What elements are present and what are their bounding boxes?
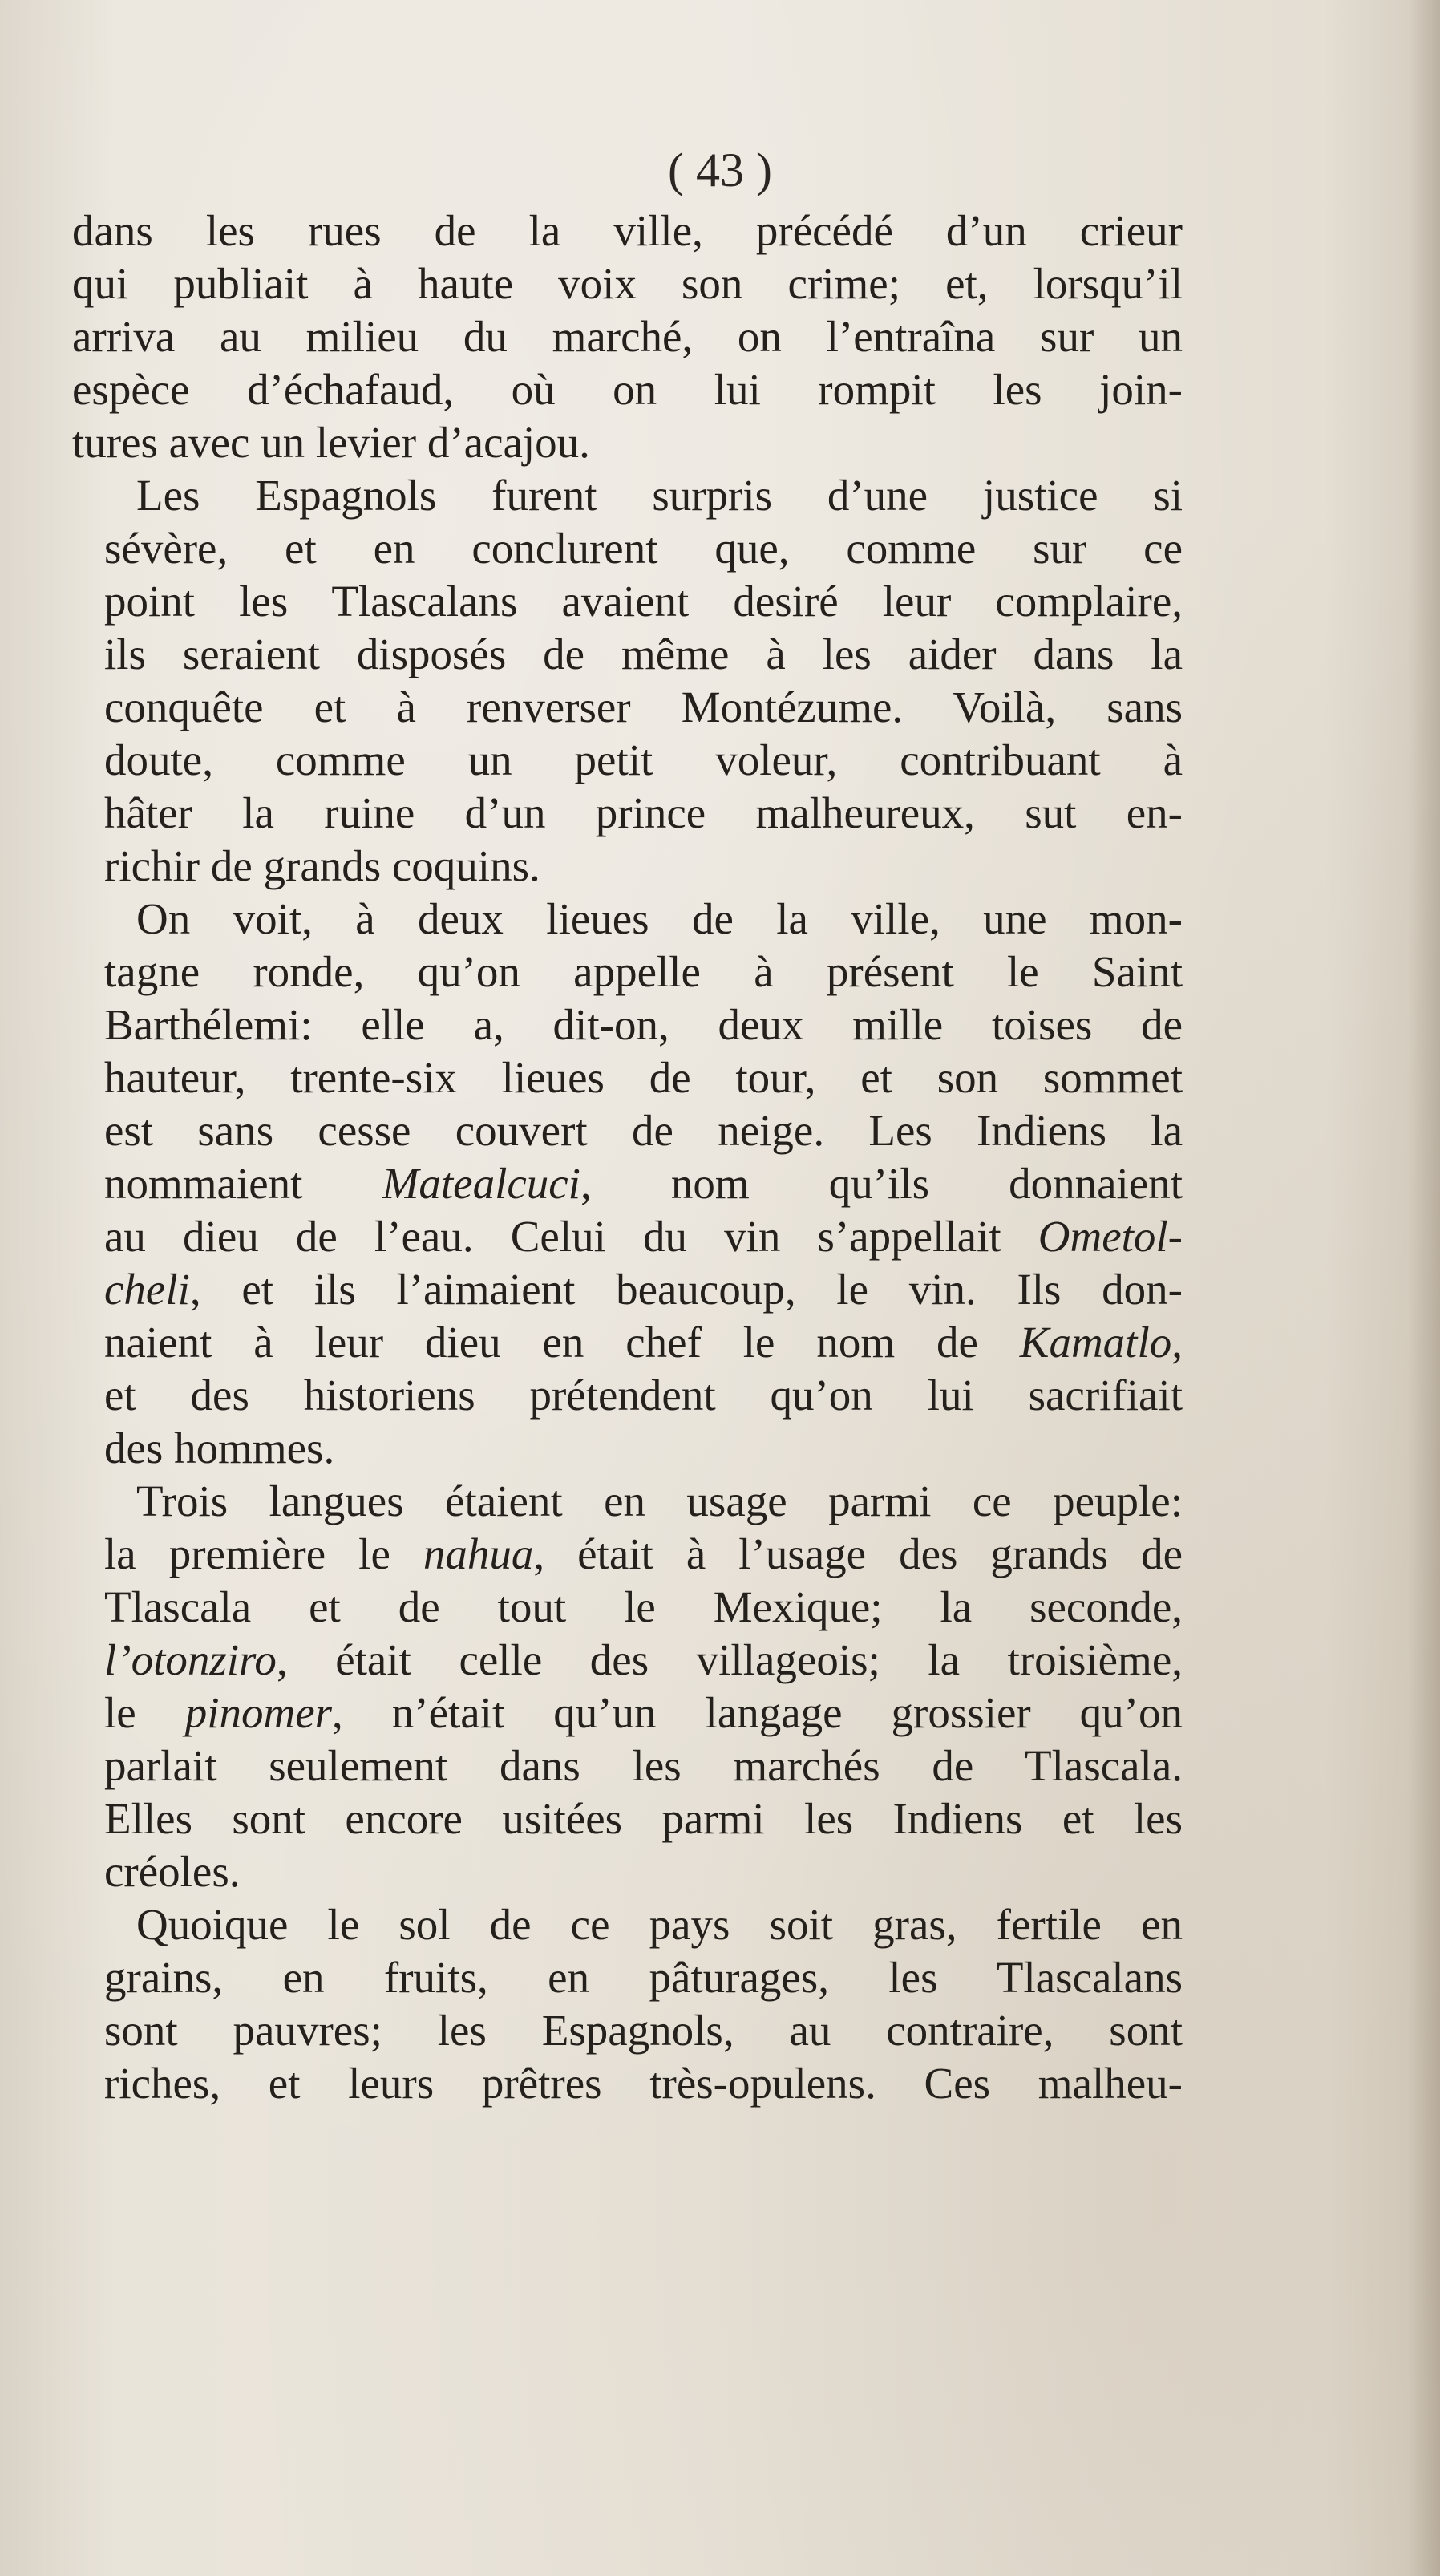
text-segment: tagne ronde, qu’on appelle à présent le Saint: [104, 947, 1183, 996]
italic-term: Kamatlo: [1019, 1318, 1172, 1367]
text-segment: , était à l’usage des grands de: [533, 1529, 1183, 1578]
text-segment: On voit, à deux lieues de la ville, une mon-: [136, 894, 1183, 943]
text-segment: dans les rues de la ville, précédé d’un crieur: [72, 206, 1183, 255]
text-line: [72, 1687, 1183, 1740]
text-line: [72, 840, 1183, 893]
text-line: [72, 1422, 1183, 1475]
text-segment: et des historiens prétendent qu’on lui sacrifiait: [104, 1371, 1183, 1420]
italic-term: pinomer: [184, 1688, 333, 1737]
text-line: [72, 1634, 1183, 1687]
text-segment: hâter la ruine d’un prince malheureux, sut en-: [104, 788, 1183, 837]
text-segment: point les Tlascalans avaient desiré leur complaire,: [104, 577, 1183, 626]
text-line: [72, 575, 1183, 628]
text-segment: Barthélemi: elle a, dit-on, deux mille toises de: [104, 1000, 1183, 1049]
text-line: [72, 1104, 1183, 1157]
paragraph: [72, 893, 1183, 1475]
text-line: [72, 257, 1183, 310]
text-line: [72, 787, 1183, 840]
text-line: [72, 522, 1183, 575]
text-segment: richir de grands coquins.: [104, 841, 540, 890]
text-segment: nommaient: [104, 1159, 382, 1208]
text-segment: grains, en fruits, en pâturages, les Tlascalans: [104, 1953, 1183, 2002]
text-segment: Elles sont encore usitées parmi les Indiens et les: [104, 1794, 1183, 1843]
text-line: [72, 1740, 1183, 1792]
text-line: [72, 681, 1183, 734]
text-segment: Tlascala et de tout le Mexique; la seconde,: [104, 1582, 1183, 1631]
text-line: [72, 1792, 1183, 1845]
text-segment: qui publiait à haute voix son crime; et, lorsqu’il: [72, 259, 1183, 308]
text-segment: des hommes.: [104, 1424, 335, 1472]
text-segment: doute, comme un petit voleur, contribuant à: [104, 735, 1183, 784]
text-segment: , et ils l’aimaient beaucoup, le vin. Ils don-: [189, 1265, 1183, 1314]
italic-term: nahua: [423, 1529, 534, 1578]
text-segment: ,: [1171, 1318, 1183, 1367]
text-segment: parlait seulement dans les marchés de Tlascala.: [104, 1741, 1183, 1790]
text-segment: créoles.: [104, 1847, 241, 1896]
text-line: [72, 1528, 1183, 1581]
text-line: [72, 1369, 1183, 1422]
text-line: [72, 2004, 1183, 2057]
text-segment: est sans cesse couvert de neige. Les Indiens la: [104, 1106, 1183, 1155]
text-line: [72, 1263, 1183, 1316]
text-line: [72, 1475, 1183, 1528]
text-segment: Les Espagnols furent surpris d’une justice si: [136, 471, 1183, 520]
text-line: [72, 363, 1183, 416]
text-line: [72, 998, 1183, 1051]
text-line: [72, 1951, 1183, 2004]
text-segment: la première le: [104, 1529, 423, 1578]
text-line: [72, 416, 1183, 469]
italic-term: l’otonziro: [104, 1635, 277, 1684]
text-segment: tures avec un levier d’acajou.: [72, 418, 590, 467]
text-segment: espèce d’échafaud, où on lui rompit les join-: [72, 365, 1183, 414]
text-segment: sont pauvres; les Espagnols, au contraire, sont: [104, 2006, 1183, 2055]
text-segment: Trois langues étaient en usage parmi ce peuple:: [136, 1476, 1183, 1525]
text-line: [72, 1581, 1183, 1634]
text-segment: , était celle des villageois; la troisième,: [276, 1635, 1183, 1684]
text-segment: au dieu de l’eau. Celui du vin s’appellait: [104, 1212, 1038, 1261]
text-line: [72, 1898, 1183, 1951]
page-number: ( 43 ): [668, 144, 772, 196]
text-line: [72, 946, 1183, 998]
text-line: [72, 628, 1183, 681]
text-line: [72, 205, 1183, 257]
text-line: [72, 1051, 1183, 1104]
text-line: [72, 1210, 1183, 1263]
text-line: [72, 2057, 1183, 2110]
text-segment: naient à leur dieu en chef le nom de: [104, 1318, 1020, 1367]
paragraph: [72, 469, 1183, 893]
text-line: [72, 1845, 1183, 1898]
italic-term: Matealcuci: [382, 1159, 580, 1208]
page-edge-shadow: [1408, 0, 1440, 2576]
text-segment: Quoique le sol de ce pays soit gras, fertile en: [136, 1900, 1183, 1949]
text-line: [72, 893, 1183, 946]
italic-term: cheli: [104, 1265, 190, 1314]
text-line: [72, 469, 1183, 522]
text-segment: arriva au milieu du marché, on l’entraîna sur un: [72, 312, 1183, 361]
text-segment: hauteur, trente-six lieues de tour, et son sommet: [104, 1053, 1183, 1102]
text-segment: , n’était qu’un langage grossier qu’on: [332, 1688, 1183, 1737]
body-text: [72, 205, 1183, 2110]
text-segment: riches, et leurs prêtres très-opulens. Ces malheu-: [104, 2059, 1183, 2108]
paragraph: [72, 1475, 1183, 1898]
italic-term: Ometol-: [1038, 1212, 1183, 1261]
paragraph: [72, 205, 1183, 469]
text-line: [72, 310, 1183, 363]
text-line: [72, 734, 1183, 787]
text-segment: le: [104, 1688, 185, 1737]
text-segment: , nom qu’ils donnaient: [580, 1159, 1183, 1208]
text-segment: sévère, et en conclurent que, comme sur ce: [104, 524, 1183, 573]
text-segment: ils seraient disposés de même à les aider dans la: [104, 630, 1183, 678]
text-line: [72, 1316, 1183, 1369]
paragraph: [72, 1898, 1183, 2110]
text-segment: conquête et à renverser Montézume. Voilà, sans: [104, 682, 1183, 731]
text-line: [72, 1157, 1183, 1210]
